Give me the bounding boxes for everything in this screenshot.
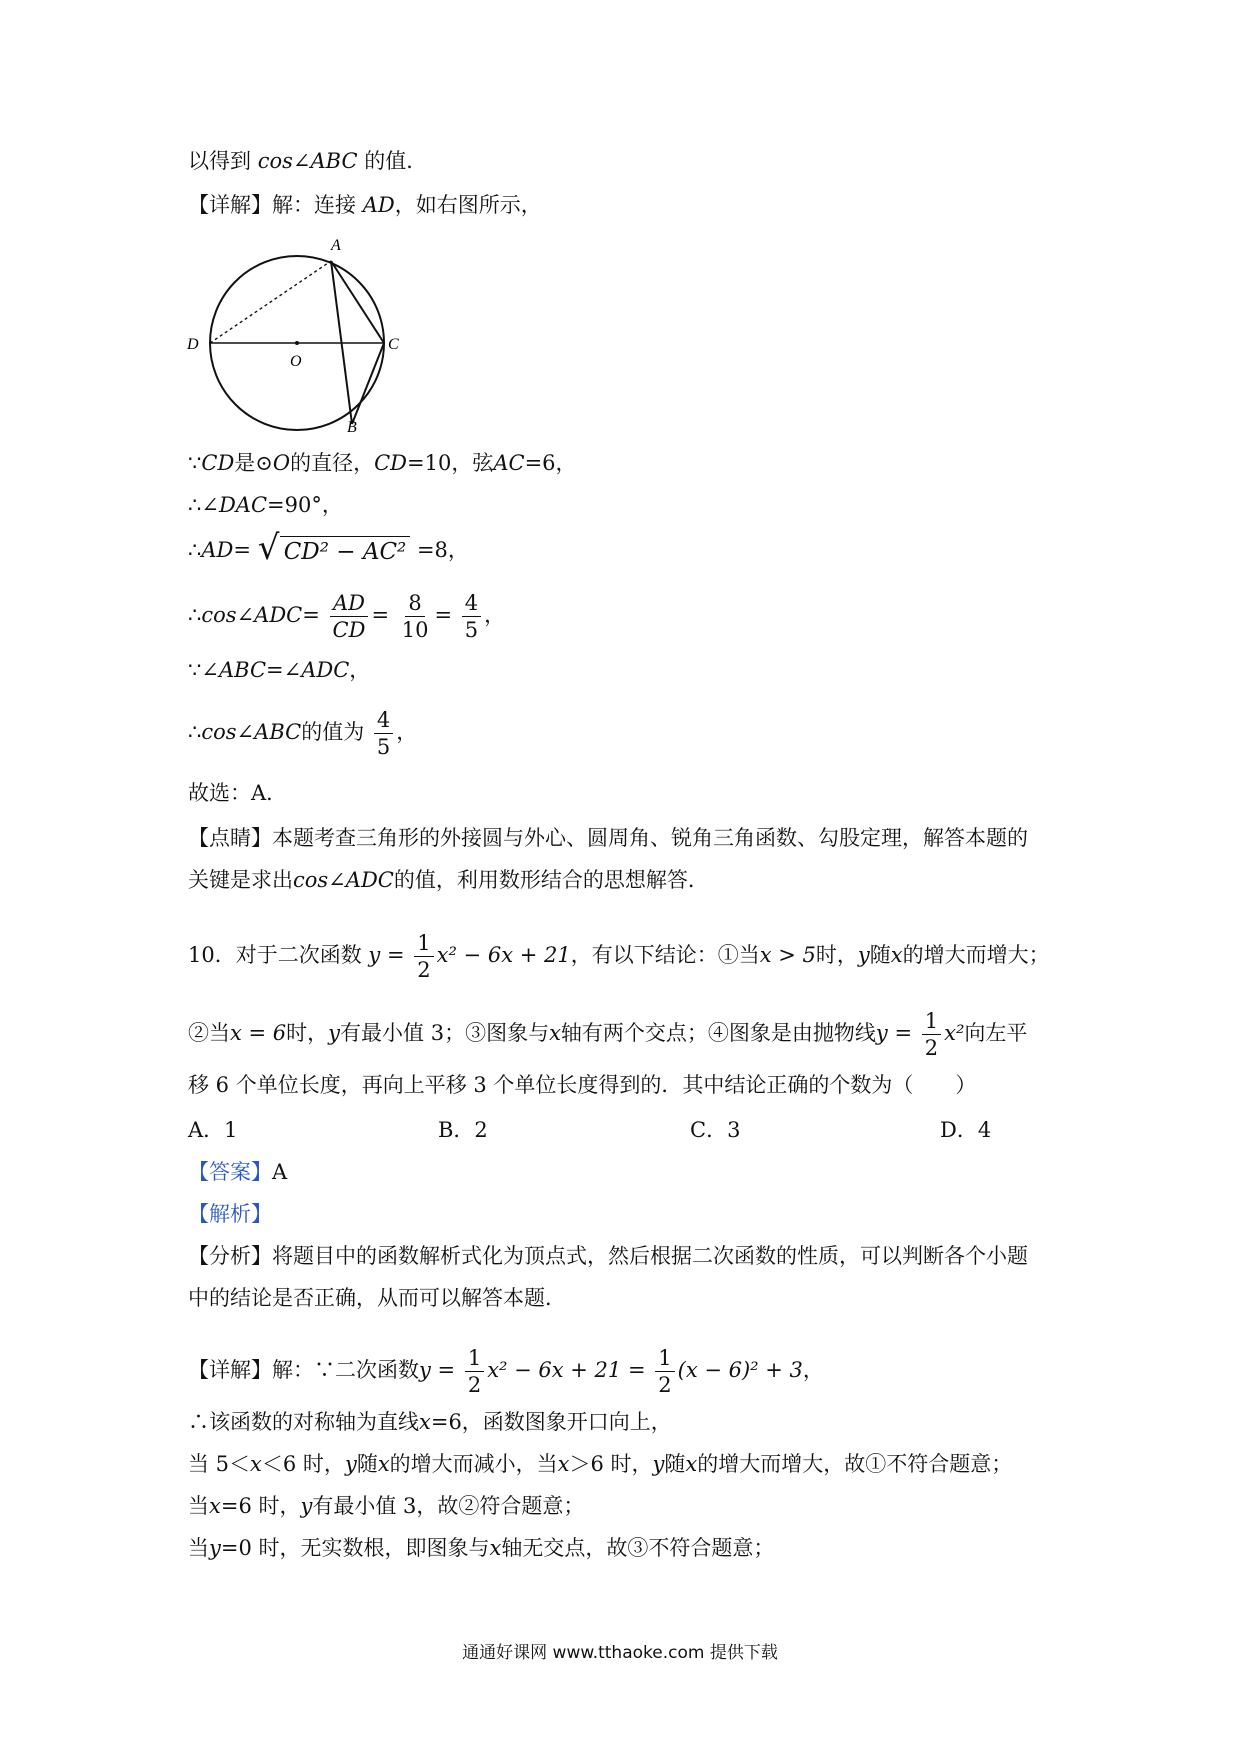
question-10-line-3: 移 6 个单位长度，再向上平移 3 个单位长度得到的．其中结论正确的个数为（ ）: [188, 1073, 977, 1097]
math: x: [489, 1536, 502, 1560]
text: 随: [664, 1452, 686, 1476]
intro-line: [188, 146, 427, 176]
math: y: [857, 943, 870, 967]
text: 【详解】: [188, 1358, 272, 1382]
text: ＜6 时，: [261, 1452, 345, 1476]
text: 随: [869, 943, 891, 967]
text: 10．对于二次函数: [188, 943, 362, 967]
text: 【分析】: [188, 1244, 272, 1268]
math: x: [890, 943, 903, 967]
text: =: [233, 538, 251, 562]
detail-tag: 【详解】: [188, 193, 272, 217]
solution-line: [188, 1491, 584, 1521]
text: 的值为: [301, 720, 365, 744]
answer-line: [188, 1157, 287, 1187]
text: ∵: [188, 658, 202, 682]
text: ②当: [188, 1021, 230, 1045]
text: ，: [349, 658, 371, 682]
math: AC: [493, 451, 525, 475]
text: CD² − AC²: [280, 536, 411, 565]
math: (x − 6)² + 3: [677, 1358, 803, 1382]
math: x: [685, 1452, 698, 1476]
text: 时，: [286, 1021, 329, 1045]
step-fraction-line: [188, 707, 417, 760]
fraction: [655, 1345, 674, 1398]
math: CD: [374, 451, 408, 475]
math: x: [250, 1452, 262, 1476]
analysis-line: 中的结论是否正确，从而可以解答本题．: [188, 1286, 566, 1310]
text: ，: [484, 603, 506, 627]
text: 关键是求出: [188, 868, 293, 892]
text: 的增大而增大，故①不符合题意；: [697, 1452, 1013, 1476]
step-line: [188, 448, 577, 478]
point-line: [188, 823, 1028, 853]
math: x: [377, 1452, 390, 1476]
text: 1: [414, 930, 433, 957]
text: =0 时，无实数根，即图象与: [220, 1536, 490, 1560]
solution-line: [188, 1407, 672, 1437]
math: y =: [419, 1358, 456, 1382]
analysis-tag: 【解析】: [188, 1202, 272, 1226]
option-a: A．1: [188, 1118, 238, 1142]
detail-line: [188, 190, 542, 220]
math: x: [557, 1452, 570, 1476]
label-b: B: [347, 419, 357, 433]
fraction: [922, 1008, 941, 1061]
math: AD: [201, 538, 234, 562]
text: 5: [464, 618, 479, 642]
math: cos∠ABC: [257, 149, 358, 173]
text: 【点睛】: [188, 826, 272, 850]
text: =: [302, 603, 320, 627]
math: y =: [875, 1021, 913, 1045]
text: 2: [417, 958, 431, 982]
text: ∴: [188, 493, 202, 517]
math: cos∠ABC: [201, 720, 302, 744]
text: 的值，利用数形结合的思想解答．: [393, 868, 709, 892]
circle-figure: [185, 228, 400, 433]
option-c: C．3: [690, 1118, 741, 1142]
text: 随: [356, 1452, 378, 1476]
math: y: [328, 1021, 341, 1045]
text: 2: [924, 1036, 939, 1060]
text: =6，: [524, 451, 577, 475]
math: x²: [944, 1021, 965, 1045]
answer-tag: 【答案】: [188, 1160, 272, 1184]
math: x: [419, 1410, 431, 1434]
math: ∠ABC=∠ADC: [201, 658, 350, 682]
chord-bc: [352, 343, 384, 424]
math: CD: [332, 618, 366, 642]
math: y =: [368, 943, 405, 967]
fraction: [465, 1345, 484, 1398]
math: cos∠ADC: [293, 868, 394, 892]
text: 5: [376, 735, 391, 759]
text: 以得到: [188, 149, 251, 173]
label-o: O: [290, 353, 302, 370]
step-line: [188, 490, 343, 520]
text: 2: [658, 1373, 672, 1397]
text: ∴该函数的对称轴为直线: [188, 1410, 419, 1434]
label-c: C: [388, 336, 399, 353]
math: x² − 6x + 21 =: [487, 1358, 646, 1382]
math: x = 6: [230, 1021, 287, 1045]
math: CD: [201, 451, 235, 475]
text: 1: [465, 1345, 484, 1372]
answer-value: A: [272, 1160, 288, 1184]
text: 10: [401, 618, 429, 642]
text: 向左平: [964, 1021, 1028, 1045]
math: x: [209, 1494, 221, 1518]
fraction: [330, 590, 369, 643]
detail-vertex-line: [188, 1345, 824, 1398]
text: =10，弦: [407, 451, 494, 475]
point-line: [188, 865, 709, 895]
math: AD: [362, 193, 395, 217]
math: x > 5: [759, 943, 816, 967]
text: 2: [467, 1373, 482, 1397]
text: ∴: [188, 603, 202, 627]
text: 当: [188, 1536, 209, 1560]
math: y: [209, 1536, 221, 1560]
option-b: B．2: [438, 1118, 488, 1142]
fraction: [414, 930, 433, 983]
text: 解：连接: [272, 193, 356, 217]
chord-ac: [331, 261, 384, 343]
analysis-line: [188, 1241, 1028, 1271]
question-10-line-1: [188, 930, 1050, 983]
step-fraction-line: ∴cos∠ADC= $\frac{AD}{CD}$ = $\frac{8}{10}$ = $\frac{4}{5}$ ，: [188, 591, 506, 642]
text: 轴无交点，故③不符合题意；: [501, 1536, 775, 1560]
text: 的增大而减小，当: [389, 1452, 558, 1476]
text: 4: [462, 590, 481, 617]
text: ＞6 时，: [569, 1452, 653, 1476]
text: ，: [396, 720, 418, 744]
text: 8: [405, 590, 424, 617]
text: 1: [922, 1008, 941, 1035]
text: ，如右图所示，: [394, 193, 542, 217]
text: 的直径，: [290, 451, 375, 475]
label-d: D: [187, 336, 199, 353]
text: 本题考查三角形的外接圆与外心、圆周角、锐角三角函数、勾股定理，解答本题的: [272, 826, 1028, 850]
math: y: [652, 1452, 665, 1476]
math: AD: [330, 590, 368, 617]
text: =90°，: [267, 493, 343, 517]
text: 轴有两个交点；④图象是由抛物线: [560, 1021, 876, 1045]
step-line: [188, 655, 370, 685]
fraction: [399, 590, 432, 643]
chord-ad-dashed: [210, 261, 331, 343]
text: 是⊙: [234, 451, 273, 475]
center-dot: [295, 341, 299, 345]
text: 有最小值 3，故②符合题意；: [312, 1494, 585, 1518]
solution-line: [188, 1449, 1012, 1479]
solution-line: [188, 1533, 774, 1563]
question-10-line-2: [188, 1008, 1027, 1061]
step-sqrt-line: [188, 527, 469, 568]
text: √: [257, 527, 280, 568]
math: cos∠ADC: [201, 603, 303, 627]
text: 1: [655, 1345, 674, 1372]
text: ，有以下结论：①当: [570, 943, 760, 967]
text: ∵: [188, 451, 202, 475]
text: 有最小值 3；③图象与: [340, 1021, 550, 1045]
text: ∴: [188, 720, 202, 744]
text: =6 时，: [220, 1494, 301, 1518]
text: ，: [802, 1358, 824, 1382]
text: =8，: [410, 538, 469, 562]
choose-line: 故选：A．: [188, 781, 288, 805]
text: 的增大而增大；: [902, 943, 1050, 967]
text: 当: [188, 1494, 209, 1518]
text: 解：∵二次函数: [272, 1358, 419, 1382]
footer: 通通好课网 www.tthaoke.com 提供下载: [462, 1643, 778, 1663]
math: ∠DAC: [201, 493, 268, 517]
fraction: [374, 707, 393, 760]
math: y: [300, 1494, 313, 1518]
sqrt-expression: [257, 527, 411, 568]
option-d: D．4: [940, 1118, 992, 1142]
math: y: [344, 1452, 357, 1476]
label-a: A: [331, 237, 341, 254]
text: 将题目中的函数解析式化为顶点式，然后根据二次函数的性质，可以判断各个小题: [272, 1244, 1028, 1268]
fraction: [462, 590, 481, 643]
text: 当 5＜: [188, 1452, 251, 1476]
text: =6，函数图象开口向上，: [430, 1410, 672, 1434]
text: 的值．: [364, 149, 428, 173]
math: x: [549, 1021, 561, 1045]
text: 时，: [815, 943, 858, 967]
math: x² − 6x + 21: [436, 943, 571, 967]
math: O: [272, 451, 291, 475]
text: 4: [374, 707, 393, 734]
text: ∴: [188, 538, 202, 562]
